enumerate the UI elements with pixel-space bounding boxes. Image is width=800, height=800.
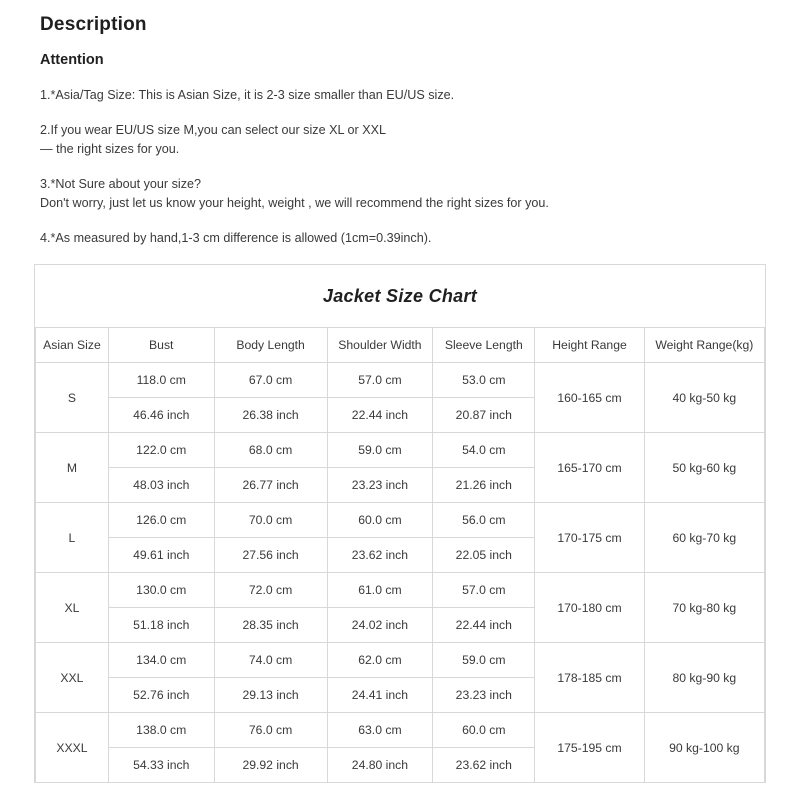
cell-weight-range: 40 kg-50 kg — [644, 363, 764, 433]
cell-shoulder-width-cm: 60.0 cm — [327, 503, 433, 538]
cell-sleeve-length-cm: 60.0 cm — [433, 713, 535, 748]
chart-title-row — [36, 265, 765, 328]
cell-shoulder-width-cm: 59.0 cm — [327, 433, 433, 468]
table-row — [36, 363, 765, 398]
attention-heading: Attention — [40, 52, 104, 68]
cell-shoulder-width-cm: 57.0 cm — [327, 363, 433, 398]
cell-bust-inch: 48.03 inch — [108, 468, 214, 503]
attention-notes — [40, 86, 766, 248]
cell-body-length-cm: 67.0 cm — [214, 363, 327, 398]
cell-sleeve-length-inch: 22.05 inch — [433, 538, 535, 573]
cell-size: XXXL — [36, 713, 109, 783]
note-item — [40, 229, 766, 248]
column-header-asian-size: Asian Size — [36, 328, 109, 363]
cell-body-length-cm: 70.0 cm — [214, 503, 327, 538]
cell-body-length-inch: 28.35 inch — [214, 608, 327, 643]
table-row — [36, 503, 765, 538]
cell-bust-cm: 134.0 cm — [108, 643, 214, 678]
column-header-bust: Bust — [108, 328, 214, 363]
cell-body-length-cm: 72.0 cm — [214, 573, 327, 608]
cell-bust-cm: 130.0 cm — [108, 573, 214, 608]
cell-body-length-cm: 74.0 cm — [214, 643, 327, 678]
cell-bust-inch: 54.33 inch — [108, 748, 214, 783]
cell-sleeve-length-inch: 22.44 inch — [433, 608, 535, 643]
table-header-row — [36, 328, 765, 363]
table-row — [36, 643, 765, 678]
cell-height-range: 160-165 cm — [535, 363, 644, 433]
cell-weight-range: 50 kg-60 kg — [644, 433, 764, 503]
cell-weight-range: 90 kg-100 kg — [644, 713, 764, 783]
table-row — [36, 573, 765, 608]
cell-body-length-inch: 27.56 inch — [214, 538, 327, 573]
cell-size: XXL — [36, 643, 109, 713]
cell-sleeve-length-cm: 53.0 cm — [433, 363, 535, 398]
cell-body-length-inch: 29.13 inch — [214, 678, 327, 713]
chart-title: Jacket Size Chart — [322, 285, 478, 306]
cell-height-range: 175-195 cm — [535, 713, 644, 783]
cell-sleeve-length-cm: 59.0 cm — [433, 643, 535, 678]
note-line-1: 2.If you wear EU/US size M,you can select our size XL or XXL — [40, 123, 387, 137]
size-chart-container — [34, 264, 766, 783]
cell-weight-range: 70 kg-80 kg — [644, 573, 764, 643]
cell-sleeve-length-inch: 23.62 inch — [433, 748, 535, 783]
column-header-body-length: Body Length — [214, 328, 327, 363]
cell-shoulder-width-inch: 23.23 inch — [327, 468, 433, 503]
cell-body-length-cm: 68.0 cm — [214, 433, 327, 468]
cell-sleeve-length-cm: 57.0 cm — [433, 573, 535, 608]
cell-shoulder-width-inch: 23.62 inch — [327, 538, 433, 573]
cell-bust-inch: 52.76 inch — [108, 678, 214, 713]
cell-sleeve-length-inch: 21.26 inch — [433, 468, 535, 503]
cell-body-length-inch: 29.92 inch — [214, 748, 327, 783]
cell-size: XL — [36, 573, 109, 643]
cell-shoulder-width-cm: 61.0 cm — [327, 573, 433, 608]
cell-bust-inch: 51.18 inch — [108, 608, 214, 643]
cell-sleeve-length-inch: 23.23 inch — [433, 678, 535, 713]
cell-body-length-inch: 26.38 inch — [214, 398, 327, 433]
note-line-1: 1.*Asia/Tag Size: This is Asian Size, it is 2-3 size smaller than EU/US size. — [40, 88, 455, 102]
cell-sleeve-length-cm: 56.0 cm — [433, 503, 535, 538]
cell-weight-range: 80 kg-90 kg — [644, 643, 764, 713]
cell-shoulder-width-inch: 24.41 inch — [327, 678, 433, 713]
column-header-weight-range: Weight Range(kg) — [644, 328, 764, 363]
note-item — [40, 121, 766, 159]
column-header-shoulder-width: Shoulder Width — [327, 328, 433, 363]
note-line-2: — the right sizes for you. — [40, 142, 180, 156]
cell-sleeve-length-cm: 54.0 cm — [433, 433, 535, 468]
cell-bust-cm: 138.0 cm — [108, 713, 214, 748]
cell-bust-cm: 118.0 cm — [108, 363, 214, 398]
table-row — [36, 713, 765, 748]
cell-bust-cm: 126.0 cm — [108, 503, 214, 538]
note-line-1: 4.*As measured by hand,1-3 cm difference is allowed (1cm=0.39inch). — [40, 231, 432, 245]
cell-size: L — [36, 503, 109, 573]
page-title: Description — [40, 14, 147, 35]
cell-body-length-inch: 26.77 inch — [214, 468, 327, 503]
cell-height-range: 170-175 cm — [535, 503, 644, 573]
note-item — [40, 175, 766, 213]
cell-shoulder-width-inch: 22.44 inch — [327, 398, 433, 433]
cell-shoulder-width-inch: 24.02 inch — [327, 608, 433, 643]
note-line-2: Don't worry, just let us know your height, weight , we will recommend the right sizes for you. — [40, 196, 549, 210]
cell-bust-inch: 46.46 inch — [108, 398, 214, 433]
cell-bust-inch: 49.61 inch — [108, 538, 214, 573]
note-line-1: 3.*Not Sure about your size? — [40, 177, 202, 191]
cell-body-length-cm: 76.0 cm — [214, 713, 327, 748]
cell-height-range: 165-170 cm — [535, 433, 644, 503]
cell-height-range: 178-185 cm — [535, 643, 644, 713]
cell-weight-range: 60 kg-70 kg — [644, 503, 764, 573]
cell-height-range: 170-180 cm — [535, 573, 644, 643]
cell-shoulder-width-cm: 63.0 cm — [327, 713, 433, 748]
table-row — [36, 433, 765, 468]
cell-size: S — [36, 363, 109, 433]
cell-sleeve-length-inch: 20.87 inch — [433, 398, 535, 433]
note-item — [40, 86, 766, 105]
column-header-sleeve-length: Sleeve Length — [433, 328, 535, 363]
cell-shoulder-width-inch: 24.80 inch — [327, 748, 433, 783]
cell-bust-cm: 122.0 cm — [108, 433, 214, 468]
size-chart-table — [35, 265, 765, 783]
cell-size: M — [36, 433, 109, 503]
column-header-height-range: Height Range — [535, 328, 644, 363]
chart-title-cell — [36, 265, 765, 328]
cell-shoulder-width-cm: 62.0 cm — [327, 643, 433, 678]
